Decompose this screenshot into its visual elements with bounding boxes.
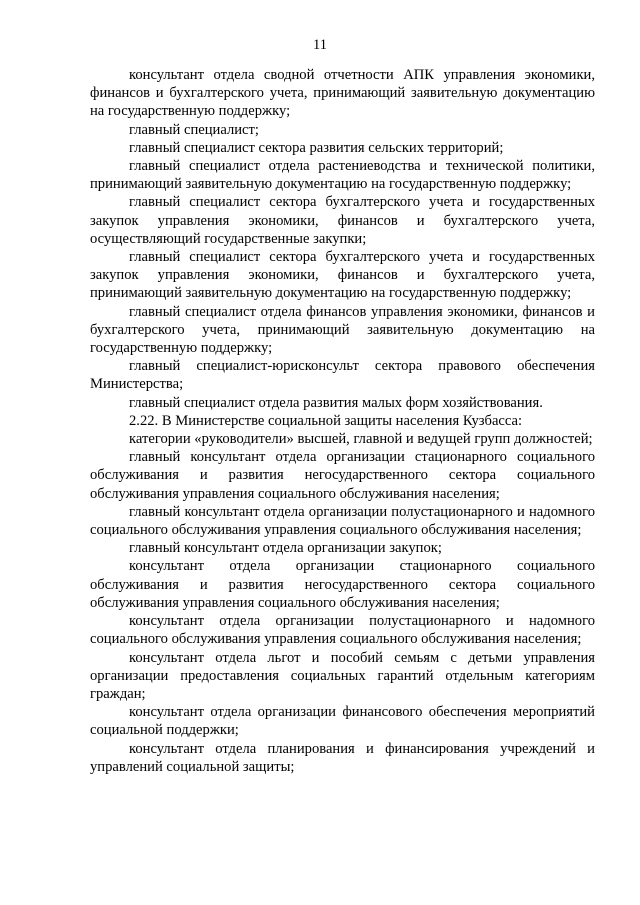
paragraph: консультант отдела организации полустационарного и надомного социального обслуживания управления социального обслуживания населения;: [90, 613, 595, 648]
paragraph: главный специалист отдела развития малых форм хозяйствования.: [129, 394, 543, 411]
paragraph: категории «руководители» высшей, главной и ведущей групп должностей;: [129, 431, 593, 448]
paragraph: консультант отдела организации стационарного социального обслуживания и развития негосударственного сектора социального обслуживания управления социального обслуживания населения;: [90, 558, 595, 611]
paragraph: главный специалист сектора бухгалтерского учета и государственных закупок управления экономики, финансов и бухгалтерского учета, осуществляющий государственные закупки;: [90, 194, 595, 247]
paragraph: консультант отдела организации финансового обеспечения мероприятий социальной поддержки;: [90, 704, 595, 739]
section-heading: 2.22. В Министерстве социальной защиты населения Кузбасса:: [129, 412, 523, 429]
paragraph: консультант отдела льгот и пособий семьям с детьми управления организации предоставления социальных гарантий отдельным категориям граждан;: [90, 649, 595, 702]
paragraph: главный специалист сектора бухгалтерского учета и государственных закупок управления экономики, финансов и бухгалтерского учета, принимающий заявительную документацию на государственную поддержку;: [90, 249, 595, 302]
document-body: [90, 66, 595, 776]
paragraph: главный специалист отдела финансов управления экономики, финансов и бухгалтерского учета, принимающий заявительную документацию на государственную поддержку;: [90, 303, 595, 357]
paragraph: главный консультант отдела организации стационарного социального обслуживания и развития негосударственного сектора социального обслуживания управления социального обслуживания населения;: [90, 449, 595, 502]
paragraph: главный консультант отдела организации полустационарного и надомного социального обслуживания управления социального обслуживания населения;: [90, 503, 595, 539]
paragraph: главный специалист сектора развития сельских территорий;: [129, 139, 504, 156]
page-number: 11: [313, 37, 327, 53]
paragraph: главный специалист отдела растениеводства и технической политики, принимающий заявительную документацию на государственную поддержку;: [90, 158, 595, 193]
paragraph: главный консультант отдела организации закупок;: [129, 540, 442, 557]
paragraph: консультант отдела планирования и финансирования учреждений и управлений социальной защиты;: [90, 740, 595, 775]
paragraph: главный специалист-юрисконсульт сектора правового обеспечения Министерства;: [90, 358, 595, 393]
paragraph: консультант отдела сводной отчетности АПК управления экономики, финансов и бухгалтерского учета, принимающий заявительную документацию на государственную поддержку;: [90, 67, 595, 120]
paragraph: главный специалист;: [129, 121, 259, 138]
